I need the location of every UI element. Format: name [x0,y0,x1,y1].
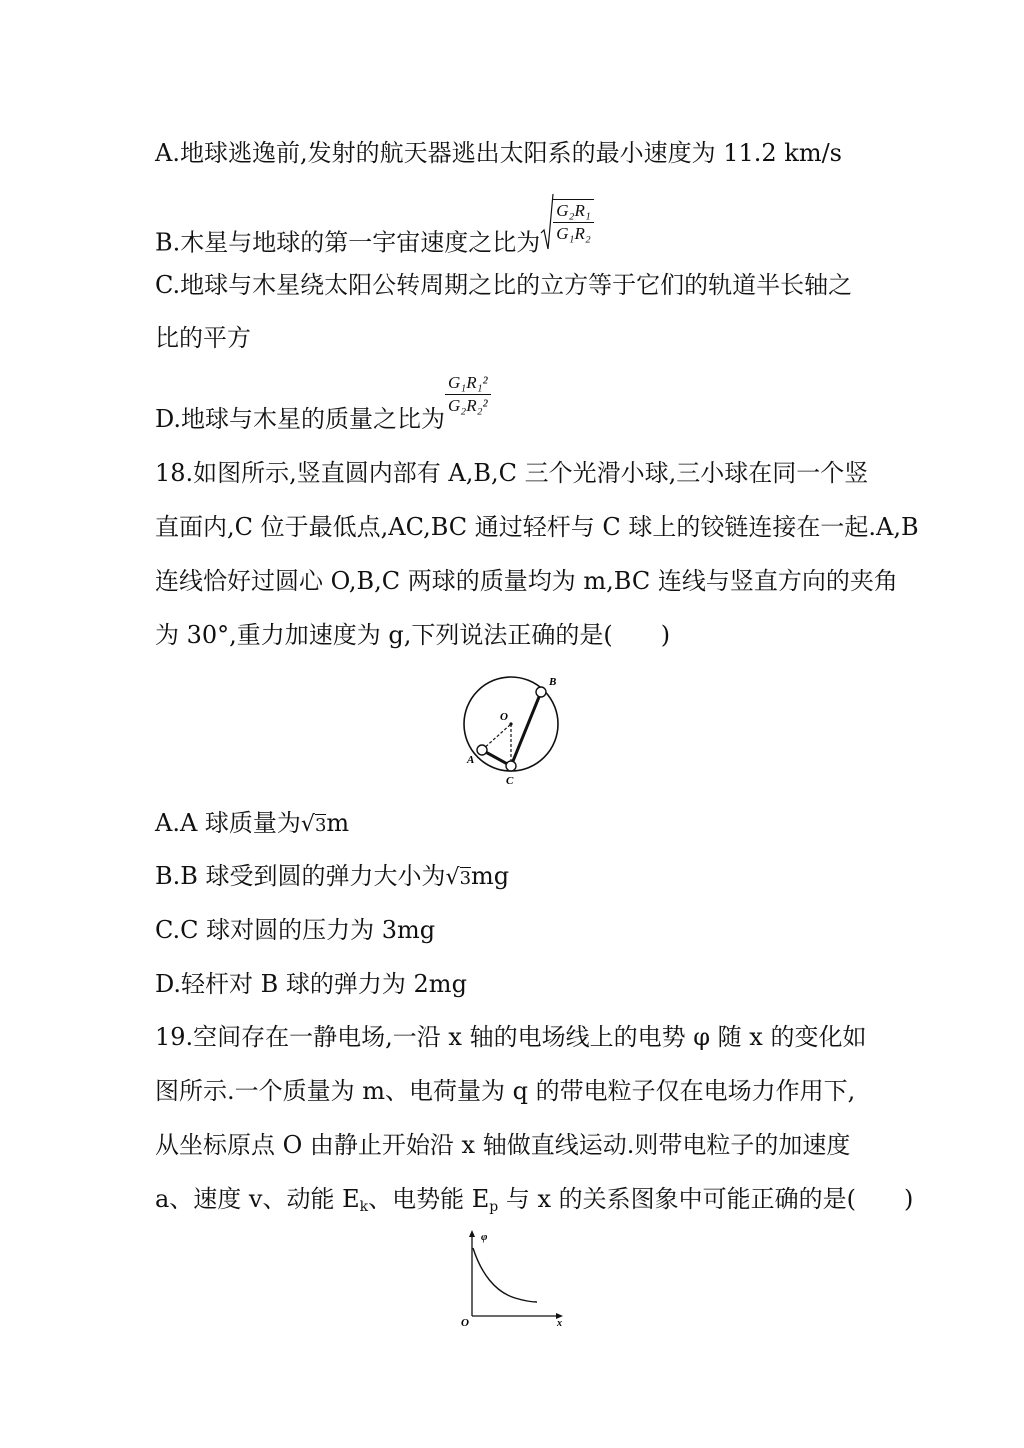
q19-stem-text1: 19.空间存在一静电场,一沿 x 轴的电场线上的电势 φ 随 x 的变化如 [155,1023,867,1051]
q18-option-b [155,861,509,894]
rod-b-c [511,692,541,766]
q18-stem-line2 [155,512,919,542]
y-axis-arrow-icon [469,1230,475,1237]
q18-option-d-text: D.轻杆对 B 球的弹力为 2mg [155,970,467,998]
q18-stem-text1: 18.如图所示,竖直圆内部有 A,B,C 三个光滑小球,三小球在同一个竖 [155,459,869,487]
q18-option-b-pre: B.B 球受到圆的弹力大小为 [155,862,446,890]
q18-option-c-text: C.C 球对圆的压力为 3mg [155,916,436,944]
q18-stem-text4: 为 30°,重力加速度为 g,下列说法正确的是( ) [155,621,671,649]
q19-ek-subscript: k [359,1199,369,1215]
q17-option-b-sqrt [540,193,593,251]
q17-option-c-text1: C.地球与木星绕太阳公转周期之比的立方等于它们的轨道半长轴之 [155,271,853,299]
q17-option-d-denominator: G₂R₂² [448,396,488,415]
q17-option-c-text2: 比的平方 [155,324,251,352]
dashed-line-a-o [482,724,511,750]
q18-circle-figure [455,670,570,788]
q19-stem-line3 [155,1130,850,1160]
q17-option-c-line2 [155,323,251,353]
q18-option-a-radicand: 3 [314,815,327,836]
q19-stem-text4c: 与 x 的关系图象中可能正确的是( ) [498,1185,914,1213]
ball-a [477,745,487,755]
q19-stem-line1 [155,1022,866,1052]
q19-stem-text2: 图所示.一个质量为 m、电荷量为 q 的带电粒子仅在电场力作用下, [155,1077,856,1105]
q18-stem-text3: 连线恰好过圆心 O,B,C 两球的质量均为 m,BC 连线与竖直方向的夹角 [155,567,898,595]
q17-option-d [155,372,491,434]
q19-ep-subscript: p [489,1199,499,1215]
q19-stem-line2 [155,1076,855,1106]
q17-option-d-numerator: G₁R₁² [445,372,491,395]
q19-stem-text3: 从坐标原点 O 由静止开始沿 x 轴做直线运动.则带电粒子的加速度 [155,1131,851,1159]
label-c: C [506,775,514,787]
q18-option-a [155,808,349,841]
q19-stem-line4 [155,1184,913,1222]
sqrt-symbol-icon: √ [445,865,460,890]
x-axis-label: x [557,1318,562,1328]
q17-option-a-text: A.地球逃逸前,发射的航天器逃出太阳系的最小速度为 11.2 km/s [155,139,842,167]
label-b: B [549,676,557,688]
q17-option-d-fraction [445,372,491,417]
q19-stem-text4a: a、速度 v、动能 E [155,1185,360,1213]
sqrt-symbol-icon: √ [300,812,315,837]
q17-option-b-fraction [553,199,593,245]
q19-potential-graph [455,1228,575,1328]
q18-option-d [155,969,467,999]
q18-option-b-post: mg [471,862,510,890]
label-a: A [467,754,475,766]
q18-stem-line4 [155,620,670,650]
q17-option-a [155,138,842,168]
ball-b [536,687,546,697]
potential-curve [473,1248,537,1302]
ball-c [506,761,516,771]
origin-label: O [461,1317,469,1328]
q17-option-b-text: B.木星与地球的第一宇宙速度之比为 [155,228,541,257]
q18-option-b-radicand: 3 [459,868,472,889]
center-o [509,722,512,725]
q17-option-b [155,193,594,258]
q17-option-b-denominator: G₁R₂ [556,224,591,243]
label-o: O [500,711,508,723]
q18-stem-line3 [155,566,898,596]
sqrt-symbol-icon [540,193,554,251]
q17-option-b-numerator: G₂R₁ [553,200,593,223]
q17-option-c-line1 [155,270,852,300]
q18-option-a-post: m [326,809,350,837]
q17-option-d-text: D.地球与木星的质量之比为 [155,405,446,433]
q19-stem-text4b: 、电势能 E [368,1185,490,1213]
q18-option-a-pre: A.A 球质量为 [155,809,301,837]
q18-stem-line1 [155,458,868,488]
q18-option-c [155,915,435,945]
y-axis-label: φ [481,1231,488,1243]
q18-stem-text2: 直面内,C 位于最低点,AC,BC 通过轻杆与 C 球上的铰链连接在一起.A,B [155,513,919,541]
